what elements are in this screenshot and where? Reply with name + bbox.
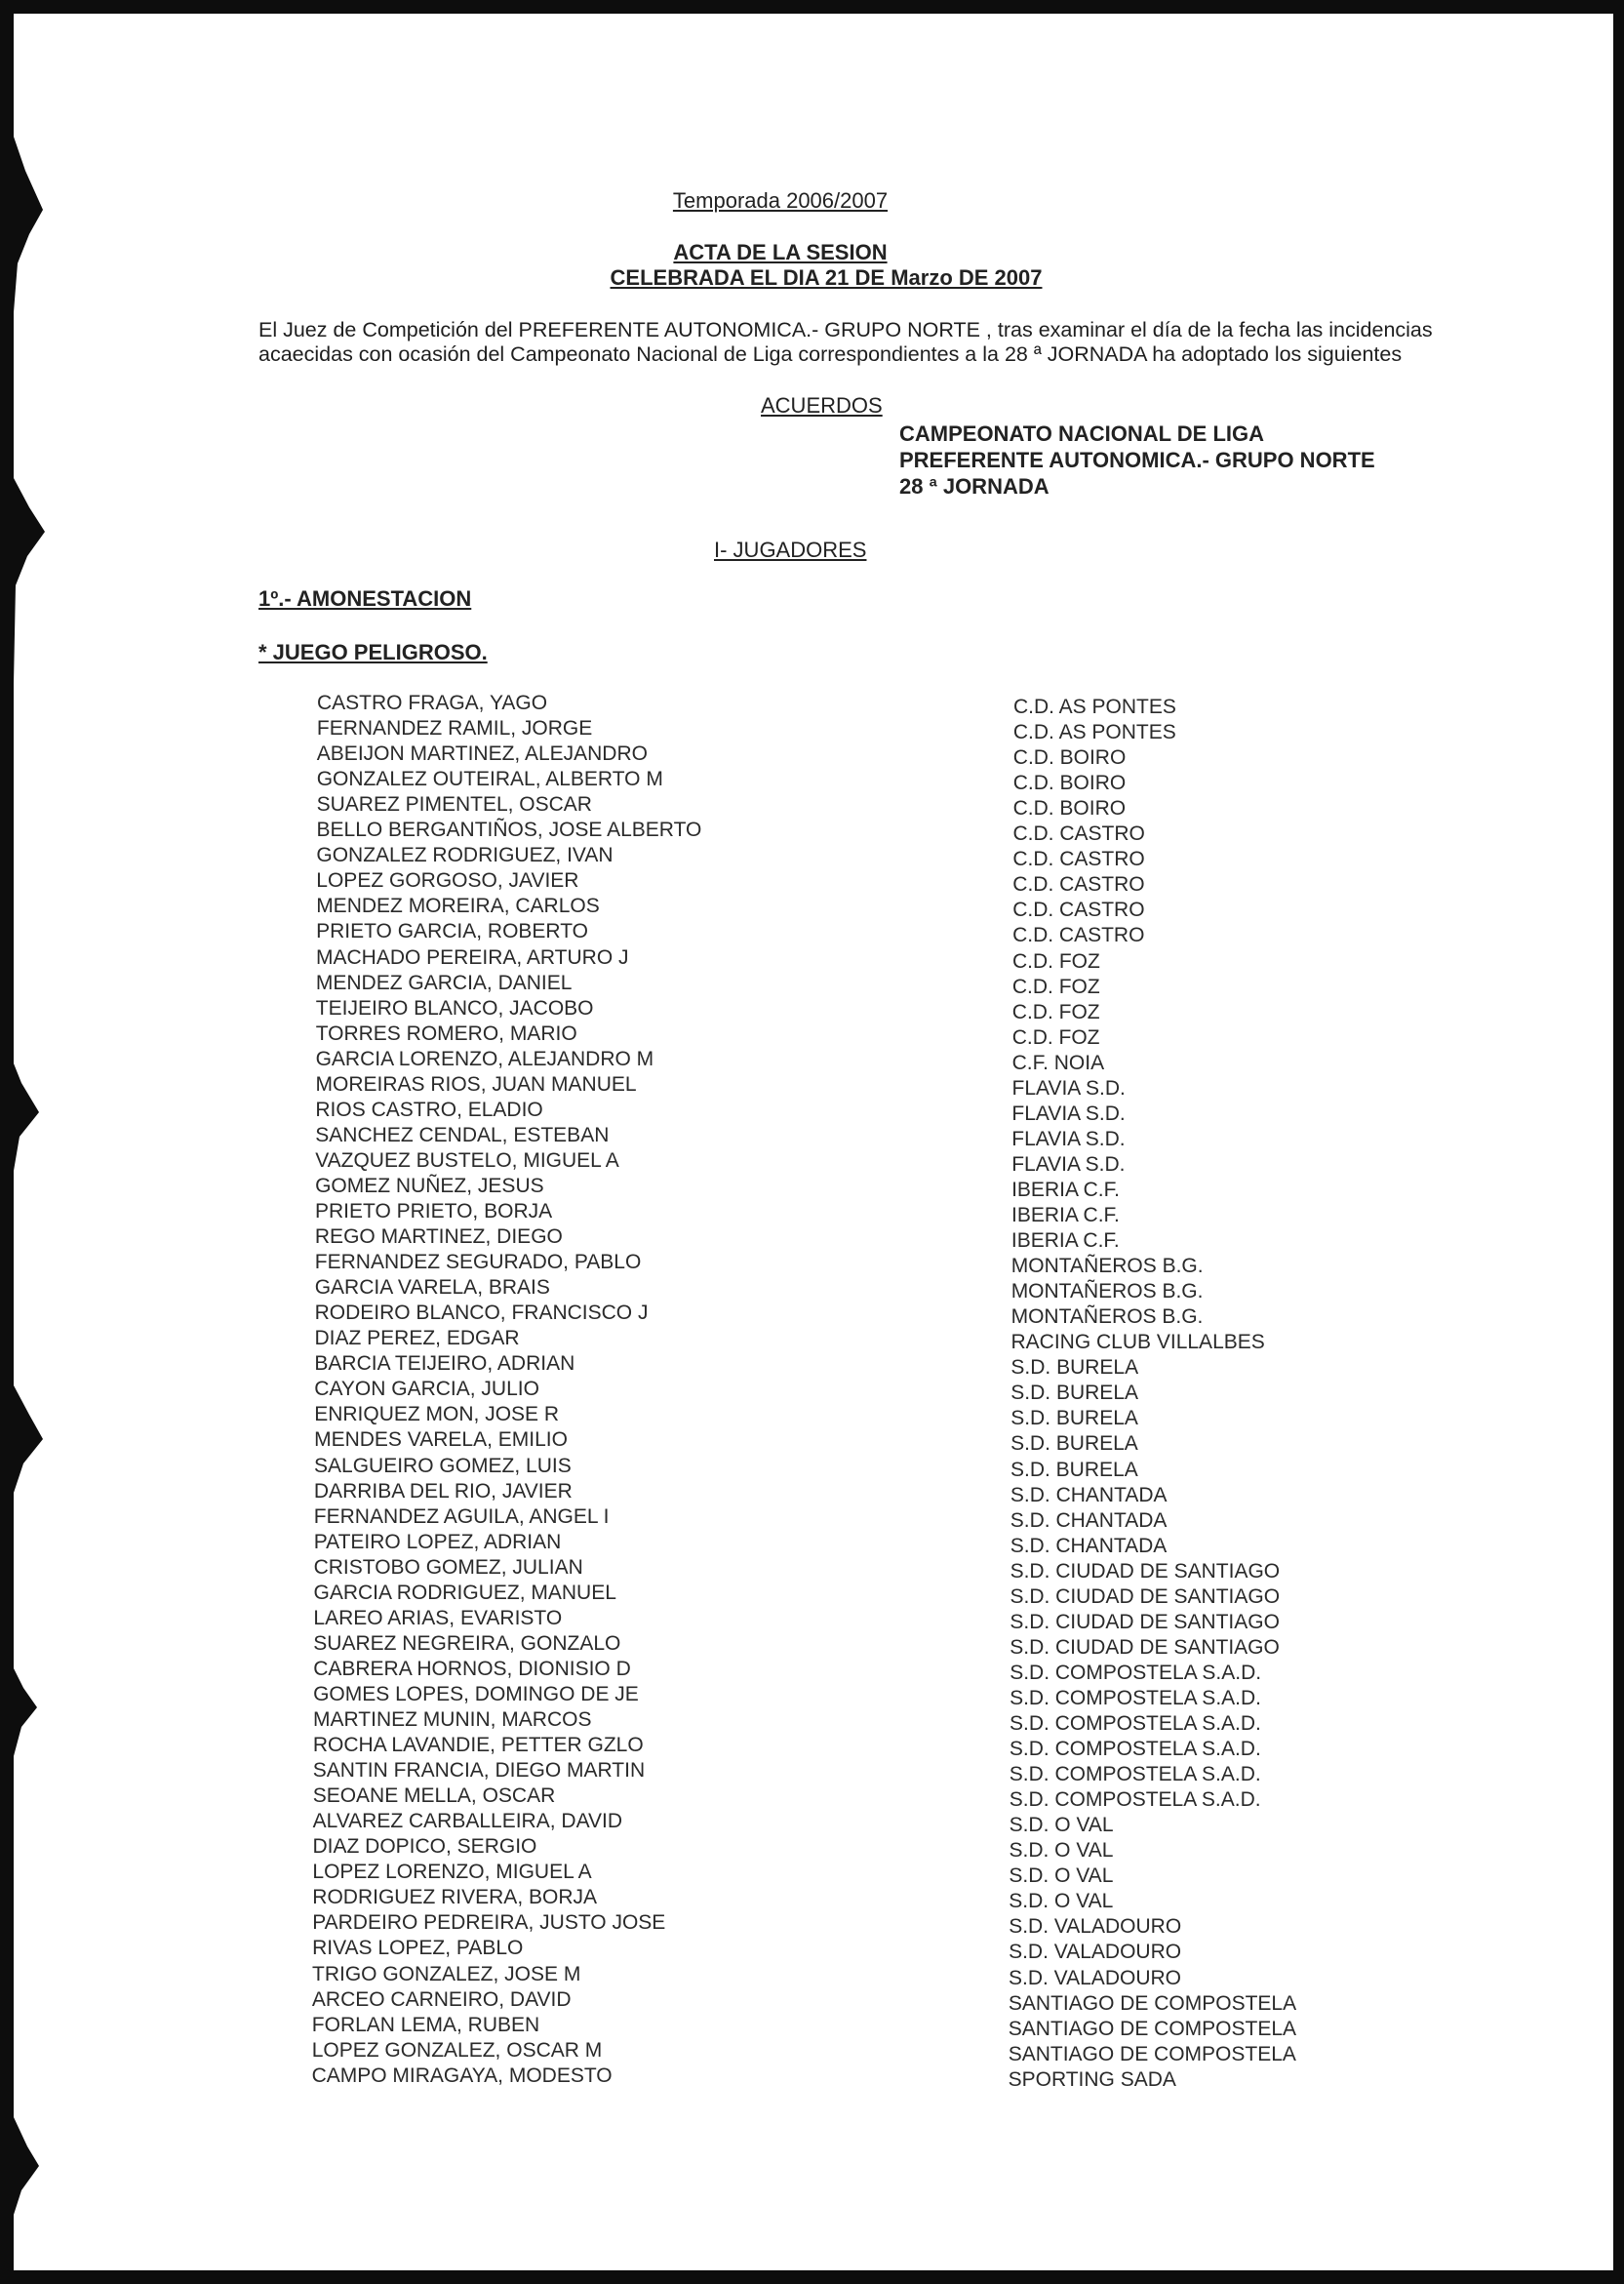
player-club: C.D. CASTRO <box>1012 924 1145 947</box>
player-name: PARDEIRO PEDREIRA, JUSTO JOSE <box>312 1911 666 1935</box>
competition-round: 28 ª JORNADA <box>899 474 1050 499</box>
player-club: S.D. COMPOSTELA S.A.D. <box>1010 1686 1261 1709</box>
player-club: S.D. CHANTADA <box>1010 1534 1168 1557</box>
player-name: CABRERA HORNOS, DIONISIO D <box>313 1657 631 1680</box>
player-club: C.D. CASTRO <box>1012 873 1145 897</box>
player-club: MONTAÑEROS B.G. <box>1010 1255 1204 1278</box>
player-name: ALVAREZ CARBALLEIRA, DAVID <box>312 1810 623 1833</box>
player-name: FORLAN LEMA, RUBEN <box>311 2013 540 2036</box>
player-club: S.D. COMPOSTELA S.A.D. <box>1009 1738 1261 1761</box>
player-club: S.D. CIUDAD DE SANTIAGO <box>1010 1559 1281 1583</box>
player-name: REGO MARTINEZ, DIEGO <box>314 1225 563 1249</box>
player-club: S.D. VALADOURO <box>1009 1966 1181 1989</box>
competition-group: PREFERENTE AUTONOMICA.- GRUPO NORTE <box>899 448 1375 472</box>
player-club: S.D. BURELA <box>1010 1432 1138 1456</box>
player-club: S.D. CIUDAD DE SANTIAGO <box>1010 1610 1280 1633</box>
player-club: S.D. COMPOSTELA S.A.D. <box>1010 1712 1261 1735</box>
player-club: S.D. O VAL <box>1009 1839 1114 1863</box>
player-name: LAREO ARIAS, EVARISTO <box>313 1606 563 1629</box>
player-club: FLAVIA S.D. <box>1011 1127 1126 1150</box>
player-club: C.F. NOIA <box>1011 1051 1105 1074</box>
player-club: SANTIAGO DE COMPOSTELA <box>1008 1991 1297 2015</box>
player-club: C.D. FOZ <box>1011 1000 1100 1023</box>
act-title-line-2: CELEBRADA EL DIA 21 DE Marzo DE 2007 <box>610 265 1043 290</box>
competition-name: CAMPEONATO NACIONAL DE LIGA <box>899 421 1265 446</box>
sanction-heading: 1º.- AMONESTACION <box>258 586 472 611</box>
player-name: RIVAS LOPEZ, PABLO <box>312 1937 524 1960</box>
player-name: CAYON GARCIA, JULIO <box>314 1378 539 1401</box>
player-club: C.D. FOZ <box>1012 949 1100 973</box>
player-club: S.D. VALADOURO <box>1009 1941 1182 1964</box>
player-name: DIAZ PEREZ, EDGAR <box>314 1327 520 1350</box>
player-name: ROCHA LAVANDIE, PETTER GZLO <box>312 1734 644 1757</box>
player-club: C.D. AS PONTES <box>1013 696 1176 718</box>
player-name: GOMES LOPES, DOMINGO DE JE <box>313 1682 639 1705</box>
player-club: IBERIA C.F. <box>1011 1178 1120 1201</box>
acuerdos-heading: ACUERDOS <box>761 393 883 418</box>
player-name: MENDES VARELA, EMILIO <box>314 1428 568 1452</box>
player-name: DIAZ DOPICO, SERGIO <box>312 1835 537 1859</box>
player-club: S.D. CHANTADA <box>1010 1508 1168 1532</box>
player-club: S.D. VALADOURO <box>1009 1915 1182 1939</box>
player-name: GONZALEZ OUTEIRAL, ALBERTO M <box>316 768 663 791</box>
player-name: CAMPO MIRAGAYA, MODESTO <box>311 2064 613 2087</box>
player-name: GARCIA VARELA, BRAIS <box>314 1276 550 1300</box>
player-club: MONTAÑEROS B.G. <box>1010 1280 1204 1303</box>
player-name: ARCEO CARNEIRO, DAVID <box>311 1987 572 2011</box>
player-name: MENDEZ GARCIA, DANIEL <box>315 971 573 994</box>
player-name: FERNANDEZ RAMIL, JORGE <box>316 717 593 741</box>
act-title-line-1: ACTA DE LA SESION <box>673 240 888 264</box>
player-name: PATEIRO LOPEZ, ADRIAN <box>313 1530 562 1553</box>
player-club: S.D. O VAL <box>1009 1864 1114 1888</box>
player-club: C.D. FOZ <box>1011 975 1100 998</box>
player-club: S.D. CIUDAD DE SANTIAGO <box>1010 1635 1280 1659</box>
player-name: GARCIA RODRIGUEZ, MANUEL <box>313 1581 616 1604</box>
player-name: MACHADO PEREIRA, ARTURO J <box>316 945 629 969</box>
player-name: LOPEZ GORGOSO, JAVIER <box>316 869 579 893</box>
player-club: FLAVIA S.D. <box>1011 1152 1126 1176</box>
player-name: SUAREZ PIMENTEL, OSCAR <box>316 793 592 817</box>
player-club: SPORTING SADA <box>1008 2067 1176 2091</box>
player-name: SANTIN FRANCIA, DIEGO MARTIN <box>312 1759 646 1783</box>
reason-heading: * JUEGO PELIGROSO. <box>258 640 488 664</box>
player-club: FLAVIA S.D. <box>1011 1102 1126 1125</box>
player-club: SANTIAGO DE COMPOSTELA <box>1008 2017 1297 2040</box>
player-club: S.D. BURELA <box>1010 1382 1139 1405</box>
player-club: IBERIA C.F. <box>1010 1229 1120 1253</box>
player-name: SANCHEZ CENDAL, ESTEBAN <box>315 1123 610 1146</box>
player-club: C.D. CASTRO <box>1012 822 1145 846</box>
player-name: VAZQUEZ BUSTELO, MIGUEL A <box>315 1148 619 1172</box>
player-name: ABEIJON MARTINEZ, ALEJANDRO <box>316 742 648 766</box>
player-club: RACING CLUB VILLALBES <box>1010 1331 1265 1354</box>
player-name: CASTRO FRAGA, YAGO <box>317 692 548 714</box>
player-club: S.D. O VAL <box>1009 1814 1114 1837</box>
player-club: MONTAÑEROS B.G. <box>1010 1305 1204 1329</box>
player-name: SALGUEIRO GOMEZ, LUIS <box>314 1454 572 1477</box>
intro-line-1: El Juez de Competición del PREFERENTE AUTONOMICA.- GRUPO NORTE , tras examinar el día de la fecha las incidencias <box>258 318 1433 341</box>
player-club: C.D. FOZ <box>1011 1025 1100 1049</box>
player-club: S.D. COMPOSTELA S.A.D. <box>1010 1661 1262 1684</box>
player-club: C.D. AS PONTES <box>1012 721 1176 744</box>
player-club: S.D. BURELA <box>1010 1407 1138 1430</box>
player-name: TEIJEIRO BLANCO, JACOBO <box>315 996 594 1020</box>
player-club: C.D. BOIRO <box>1012 797 1127 821</box>
player-name: PRIETO GARCIA, ROBERTO <box>316 920 588 943</box>
player-club: C.D. BOIRO <box>1012 746 1127 770</box>
player-name: RIOS CASTRO, ELADIO <box>315 1098 543 1121</box>
intro-line-2: acaecidas con ocasión del Campeonato Nacional de Liga correspondientes a la 28 ª JORNADA ha adoptado los siguientes <box>258 342 1403 366</box>
player-name: MARTINEZ MUNIN, MARCOS <box>313 1708 592 1731</box>
player-name: SEOANE MELLA, OSCAR <box>312 1784 556 1808</box>
player-club: S.D. BURELA <box>1010 1356 1139 1380</box>
player-name: PRIETO PRIETO, BORJA <box>315 1200 553 1222</box>
player-name: SUAREZ NEGREIRA, GONZALO <box>313 1631 621 1655</box>
player-club: S.D. CIUDAD DE SANTIAGO <box>1010 1584 1281 1608</box>
player-name: LOPEZ GONZALEZ, OSCAR M <box>311 2038 603 2062</box>
player-club: FLAVIA S.D. <box>1011 1076 1126 1100</box>
player-name: BARCIA TEIJEIRO, ADRIAN <box>314 1352 575 1376</box>
player-name: GONZALEZ RODRIGUEZ, IVAN <box>316 844 614 867</box>
player-name: RODEIRO BLANCO, FRANCISCO J <box>314 1302 649 1325</box>
player-club: S.D. CHANTADA <box>1010 1483 1168 1506</box>
season-heading: Temporada 2006/2007 <box>672 188 889 213</box>
player-name: FERNANDEZ AGUILA, ANGEL I <box>313 1504 610 1528</box>
player-club: S.D. COMPOSTELA S.A.D. <box>1009 1763 1261 1786</box>
player-name: GOMEZ NUÑEZ, JESUS <box>315 1174 544 1197</box>
section-title: I- JUGADORES <box>714 538 867 562</box>
player-name: TORRES ROMERO, MARIO <box>315 1022 577 1045</box>
player-club: S.D. BURELA <box>1010 1458 1138 1481</box>
player-name: CRISTOBO GOMEZ, JULIAN <box>313 1555 583 1579</box>
player-club: SANTIAGO DE COMPOSTELA <box>1008 2042 1296 2065</box>
player-club: C.D. CASTRO <box>1012 848 1145 871</box>
player-name: MOREIRAS RIOS, JUAN MANUEL <box>315 1072 637 1096</box>
player-name: LOPEZ LORENZO, MIGUEL A <box>312 1861 592 1884</box>
player-name: ENRIQUEZ MON, JOSE R <box>314 1403 560 1426</box>
player-name: BELLO BERGANTIÑOS, JOSE ALBERTO <box>316 819 702 842</box>
player-club: IBERIA C.F. <box>1011 1204 1120 1226</box>
player-name: DARRIBA DEL RIO, JAVIER <box>313 1479 573 1503</box>
torn-edge-decoration <box>0 0 47 2284</box>
player-club: C.D. CASTRO <box>1012 899 1145 922</box>
player-club: C.D. BOIRO <box>1012 772 1127 795</box>
player-name: RODRIGUEZ RIVERA, BORJA <box>312 1886 597 1909</box>
player-name: TRIGO GONZALEZ, JOSE M <box>312 1962 581 1985</box>
player-name: GARCIA LORENZO, ALEJANDRO M <box>315 1047 654 1070</box>
player-club: S.D. COMPOSTELA S.A.D. <box>1009 1788 1261 1812</box>
intro-paragraph <box>258 318 1507 367</box>
player-name: MENDEZ MOREIRA, CARLOS <box>316 895 600 918</box>
player-name: FERNANDEZ SEGURADO, PABLO <box>314 1251 642 1274</box>
player-club: S.D. O VAL <box>1009 1890 1114 1913</box>
